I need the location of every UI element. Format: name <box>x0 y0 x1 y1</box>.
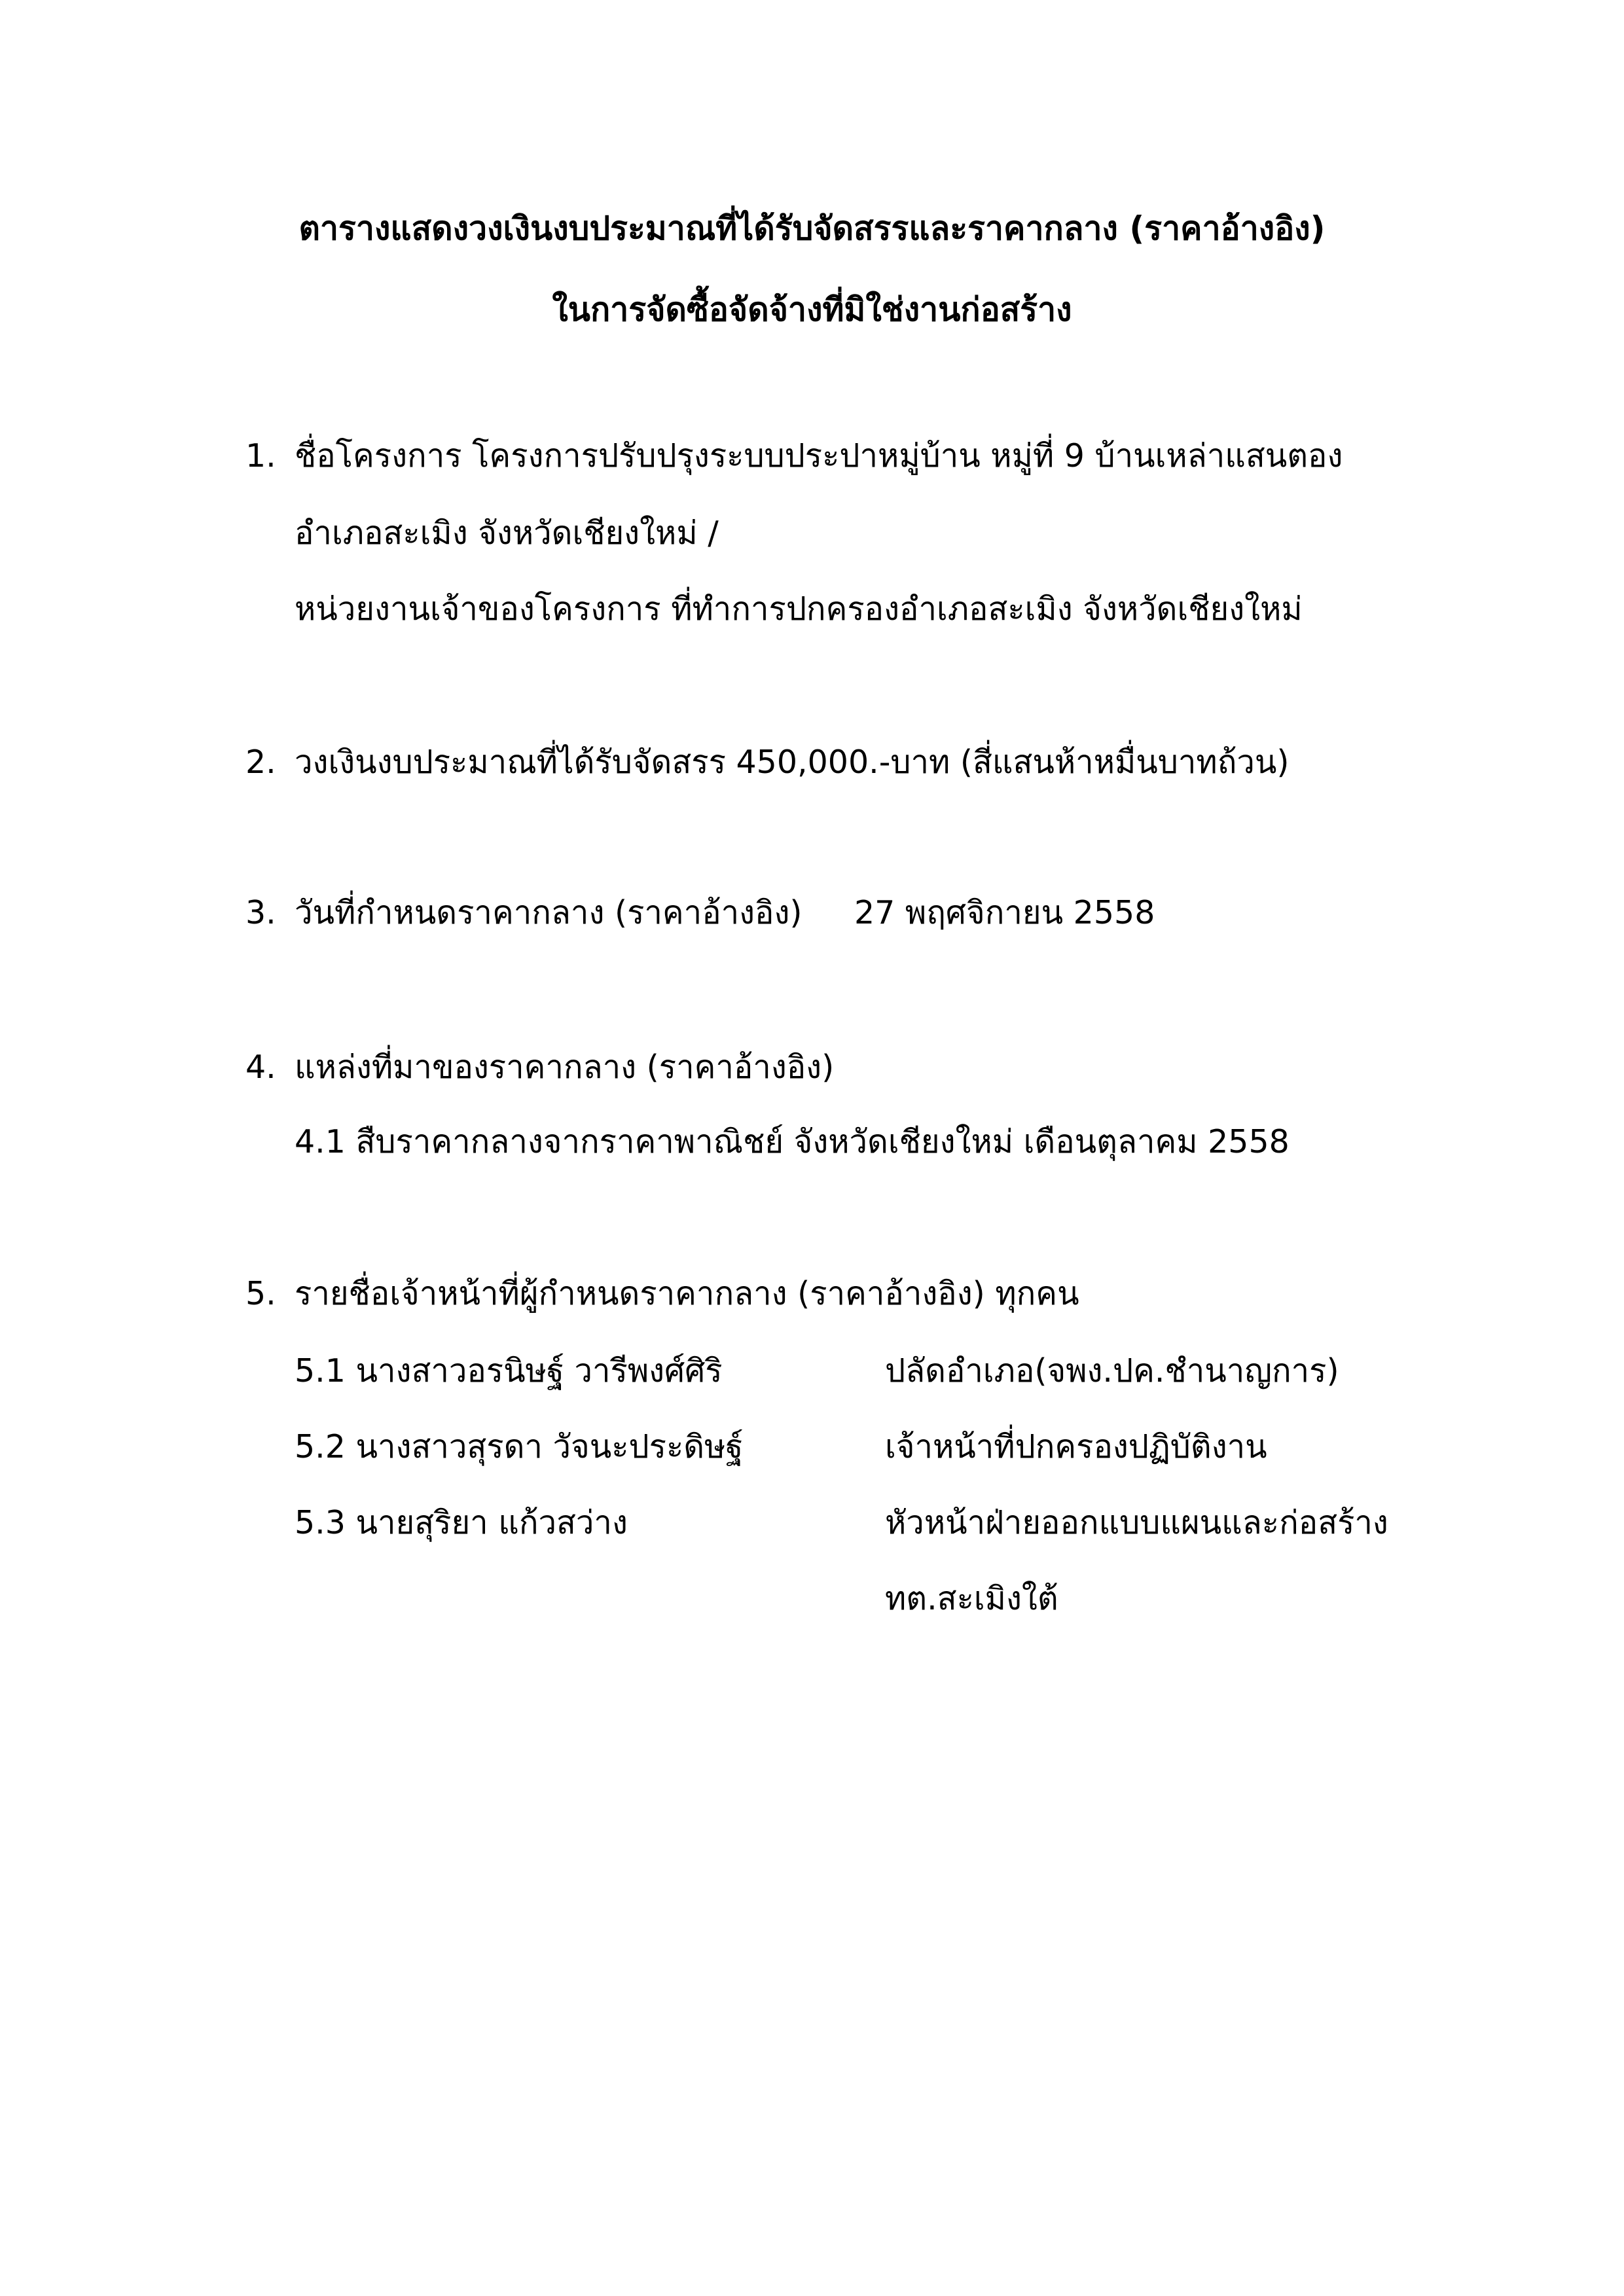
section-1-owner-agency: หน่วยงานเจ้าของโครงการ ที่ทำการปกครองอำเภอสะเมิง จังหวัดเชียงใหม่ <box>295 590 1303 628</box>
officer-name: 5.1 นางสาวอรนิษฐ์ วารีพงศ์ศิริ <box>295 1352 723 1390</box>
section-4-heading: แหล่งที่มาของราคากลาง (ราคาอ้างอิง) <box>295 1049 835 1086</box>
officer-name: 5.3 นายสุริยา แก้วสว่าง <box>295 1504 628 1541</box>
officer-position: เจ้าหน้าที่ปกครองปฏิบัติงาน <box>885 1428 1267 1465</box>
officer-position-continued: ทต.สะเมิงใต้ <box>885 1580 1058 1617</box>
section-5-number: 5. <box>245 1275 276 1312</box>
section-3-label: วันที่กำหนดราคากลาง (ราคาอ้างอิง) <box>295 894 803 931</box>
section-2-budget: วงเงินงบประมาณที่ได้รับจัดสรร 450,000.-บาท (สี่แสนห้าหมื่นบาทถ้วน) <box>295 744 1290 781</box>
officer-position: หัวหน้าฝ่ายออกแบบแผนและก่อสร้าง <box>885 1504 1388 1541</box>
section-1-project-name: ชื่อโครงการ โครงการปรับปรุงระบบประปาหมู่บ้าน หมู่ที่ 9 บ้านเหล่าแสนตอง <box>295 437 1343 475</box>
section-1-project-location: อำเภอสะเมิง จังหวัดเชียงใหม่ / <box>295 514 719 552</box>
section-3-date: 27 พฤศจิกายน 2558 <box>854 894 1155 931</box>
section-3-number: 3. <box>245 894 276 931</box>
section-2-number: 2. <box>245 744 276 781</box>
section-4-number: 4. <box>245 1049 276 1086</box>
document-title-line-1: ตารางแสดงวงเงินงบประมาณที่ได้รับจัดสรรและราคากลาง (ราคาอ้างอิง) <box>298 209 1326 247</box>
officer-position: ปลัดอำเภอ(จพง.ปค.ชำนาญการ) <box>885 1352 1339 1390</box>
document-title-line-2: ในการจัดซื้อจัดจ้างที่มิใช่งานก่อสร้าง <box>552 291 1072 329</box>
section-4-item: 4.1 สืบราคากลางจากราคาพาณิชย์ จังหวัดเชียงใหม่ เดือนตุลาคม 2558 <box>295 1123 1290 1160</box>
section-1-number: 1. <box>245 437 276 475</box>
officer-name: 5.2 นางสาวสุรดา วัจนะประดิษฐ์ <box>295 1428 744 1465</box>
section-5-heading: รายชื่อเจ้าหน้าที่ผู้กำหนดราคากลาง (ราคาอ้างอิง) ทุกคน <box>295 1275 1079 1312</box>
